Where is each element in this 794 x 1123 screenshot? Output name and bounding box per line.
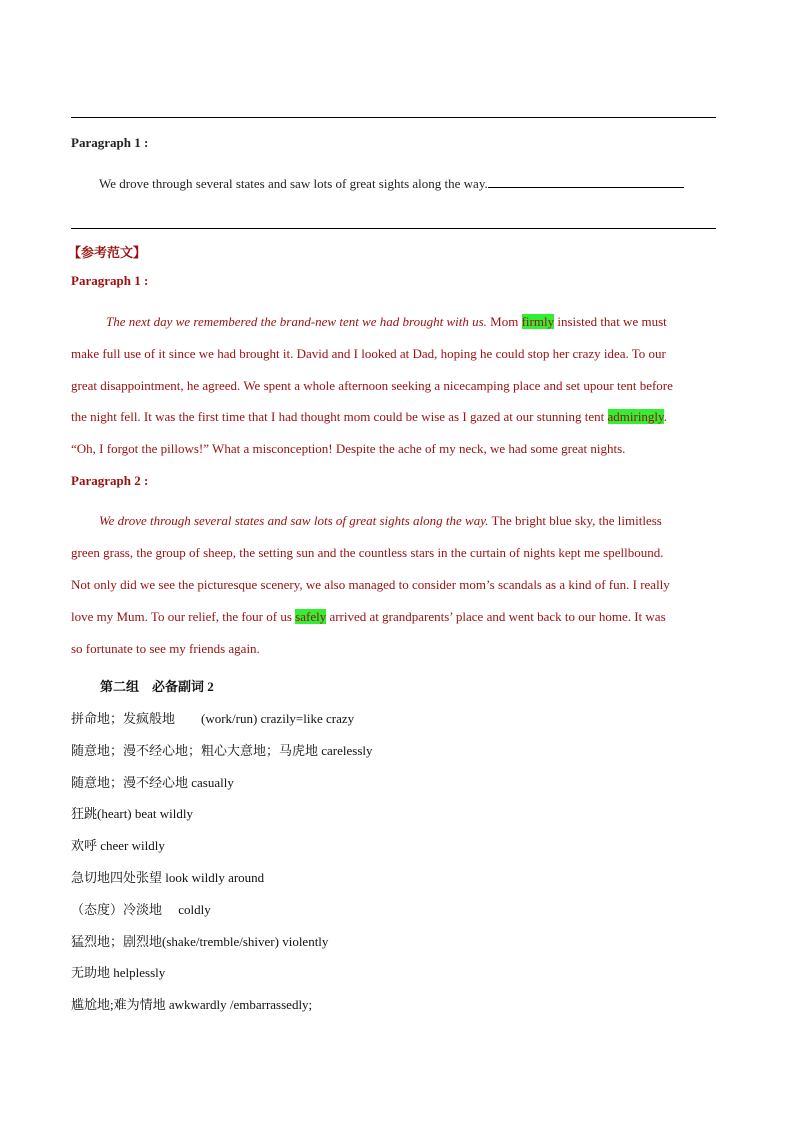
vocab-item: 无助地 helplessly (71, 965, 166, 980)
answer-blank[interactable] (488, 175, 684, 188)
vocab-item: （态度）冷淡地 coldly (71, 902, 211, 917)
vocab-item: 狂跳(heart) beat wildly (71, 806, 194, 821)
given-sentence: The next day we remembered the brand-new tent we had brought with us. (106, 314, 487, 329)
vocab-item: 猛烈地；剧烈地(shake/tremble/shiver) violently (71, 934, 329, 949)
vocab-heading: 第二组 必备副词 2 (100, 679, 214, 694)
starter-sentence: We drove through several states and saw lots of great sights along the way. (99, 176, 488, 191)
answer-p2-line4 (71, 608, 666, 626)
vocab-item: 欢呼 cheer wildly (71, 838, 165, 853)
answer-paragraph1-label: Paragraph 1 : (71, 273, 149, 288)
highlighted-adverb: safely (295, 609, 327, 624)
answer-p1-line5: “Oh, I forgot the pillows!” What a misconception! Despite the ache of my neck, we had some great nights. (71, 441, 626, 456)
vocab-item: 拼命地；发疯般地 (work/run) crazily=like crazy (71, 711, 355, 726)
text-run: . (663, 409, 667, 424)
answer-p1-line3: great disappointment, he agreed. We spent a whole afternoon seeking a nicecamping place and set upour tent before (71, 378, 673, 393)
prompt-paragraph2-starter (99, 175, 684, 193)
answer-p1-line1 (106, 313, 667, 331)
prompt-paragraph1-label: Paragraph 1 : (71, 135, 149, 150)
vocab-item: 尴尬地;难为情地 awkwardly /embarrassedly; (71, 997, 313, 1012)
given-sentence: We drove through several states and saw lots of great sights along the way. (99, 513, 489, 528)
answer-p2-line1 (99, 512, 662, 530)
answer-paragraph2-label: Paragraph 2 : (71, 473, 149, 488)
vocab-item: 随意地；漫不经心地 casually (71, 775, 234, 790)
text-run: arrived at grandparents’ place and went back to our home. It was (326, 609, 666, 624)
answer-p2-line5: so fortunate to see my friends again. (71, 641, 260, 656)
text-run: The bright blue sky, the limitless (488, 513, 662, 528)
vocab-item: 急切地四处张望 look wildly around (71, 870, 265, 885)
middle-rule (71, 228, 716, 229)
answer-p2-line3: Not only did we see the picturesque scenery, we also managed to consider mom’s scandals as a kind of fun. I really (71, 577, 670, 592)
text-run: the night fell. It was the first time that I had thought mom could be wise as I gazed at our stunning tent (71, 409, 608, 424)
top-rule (71, 117, 716, 118)
answer-p1-line2: make full use of it since we had brought it. David and I looked at Dad, hoping he could stop her crazy idea. To our (71, 346, 666, 361)
text-run: love my Mum. To our relief, the four of us (71, 609, 296, 624)
highlighted-adverb: firmly (521, 314, 555, 329)
answer-p2-line2: green grass, the group of sheep, the setting sun and the countless stars in the curtain of nights kept me spellbound. (71, 545, 664, 560)
text-run: Mom (486, 314, 522, 329)
highlighted-adverb: admiringly (607, 409, 664, 424)
answer-heading: 【参考范文】 (68, 245, 147, 260)
text-run: insisted that we must (554, 314, 667, 329)
answer-p1-line4 (71, 408, 667, 426)
vocab-item: 随意地；漫不经心地；粗心大意地；马虎地 carelessly (71, 743, 373, 758)
